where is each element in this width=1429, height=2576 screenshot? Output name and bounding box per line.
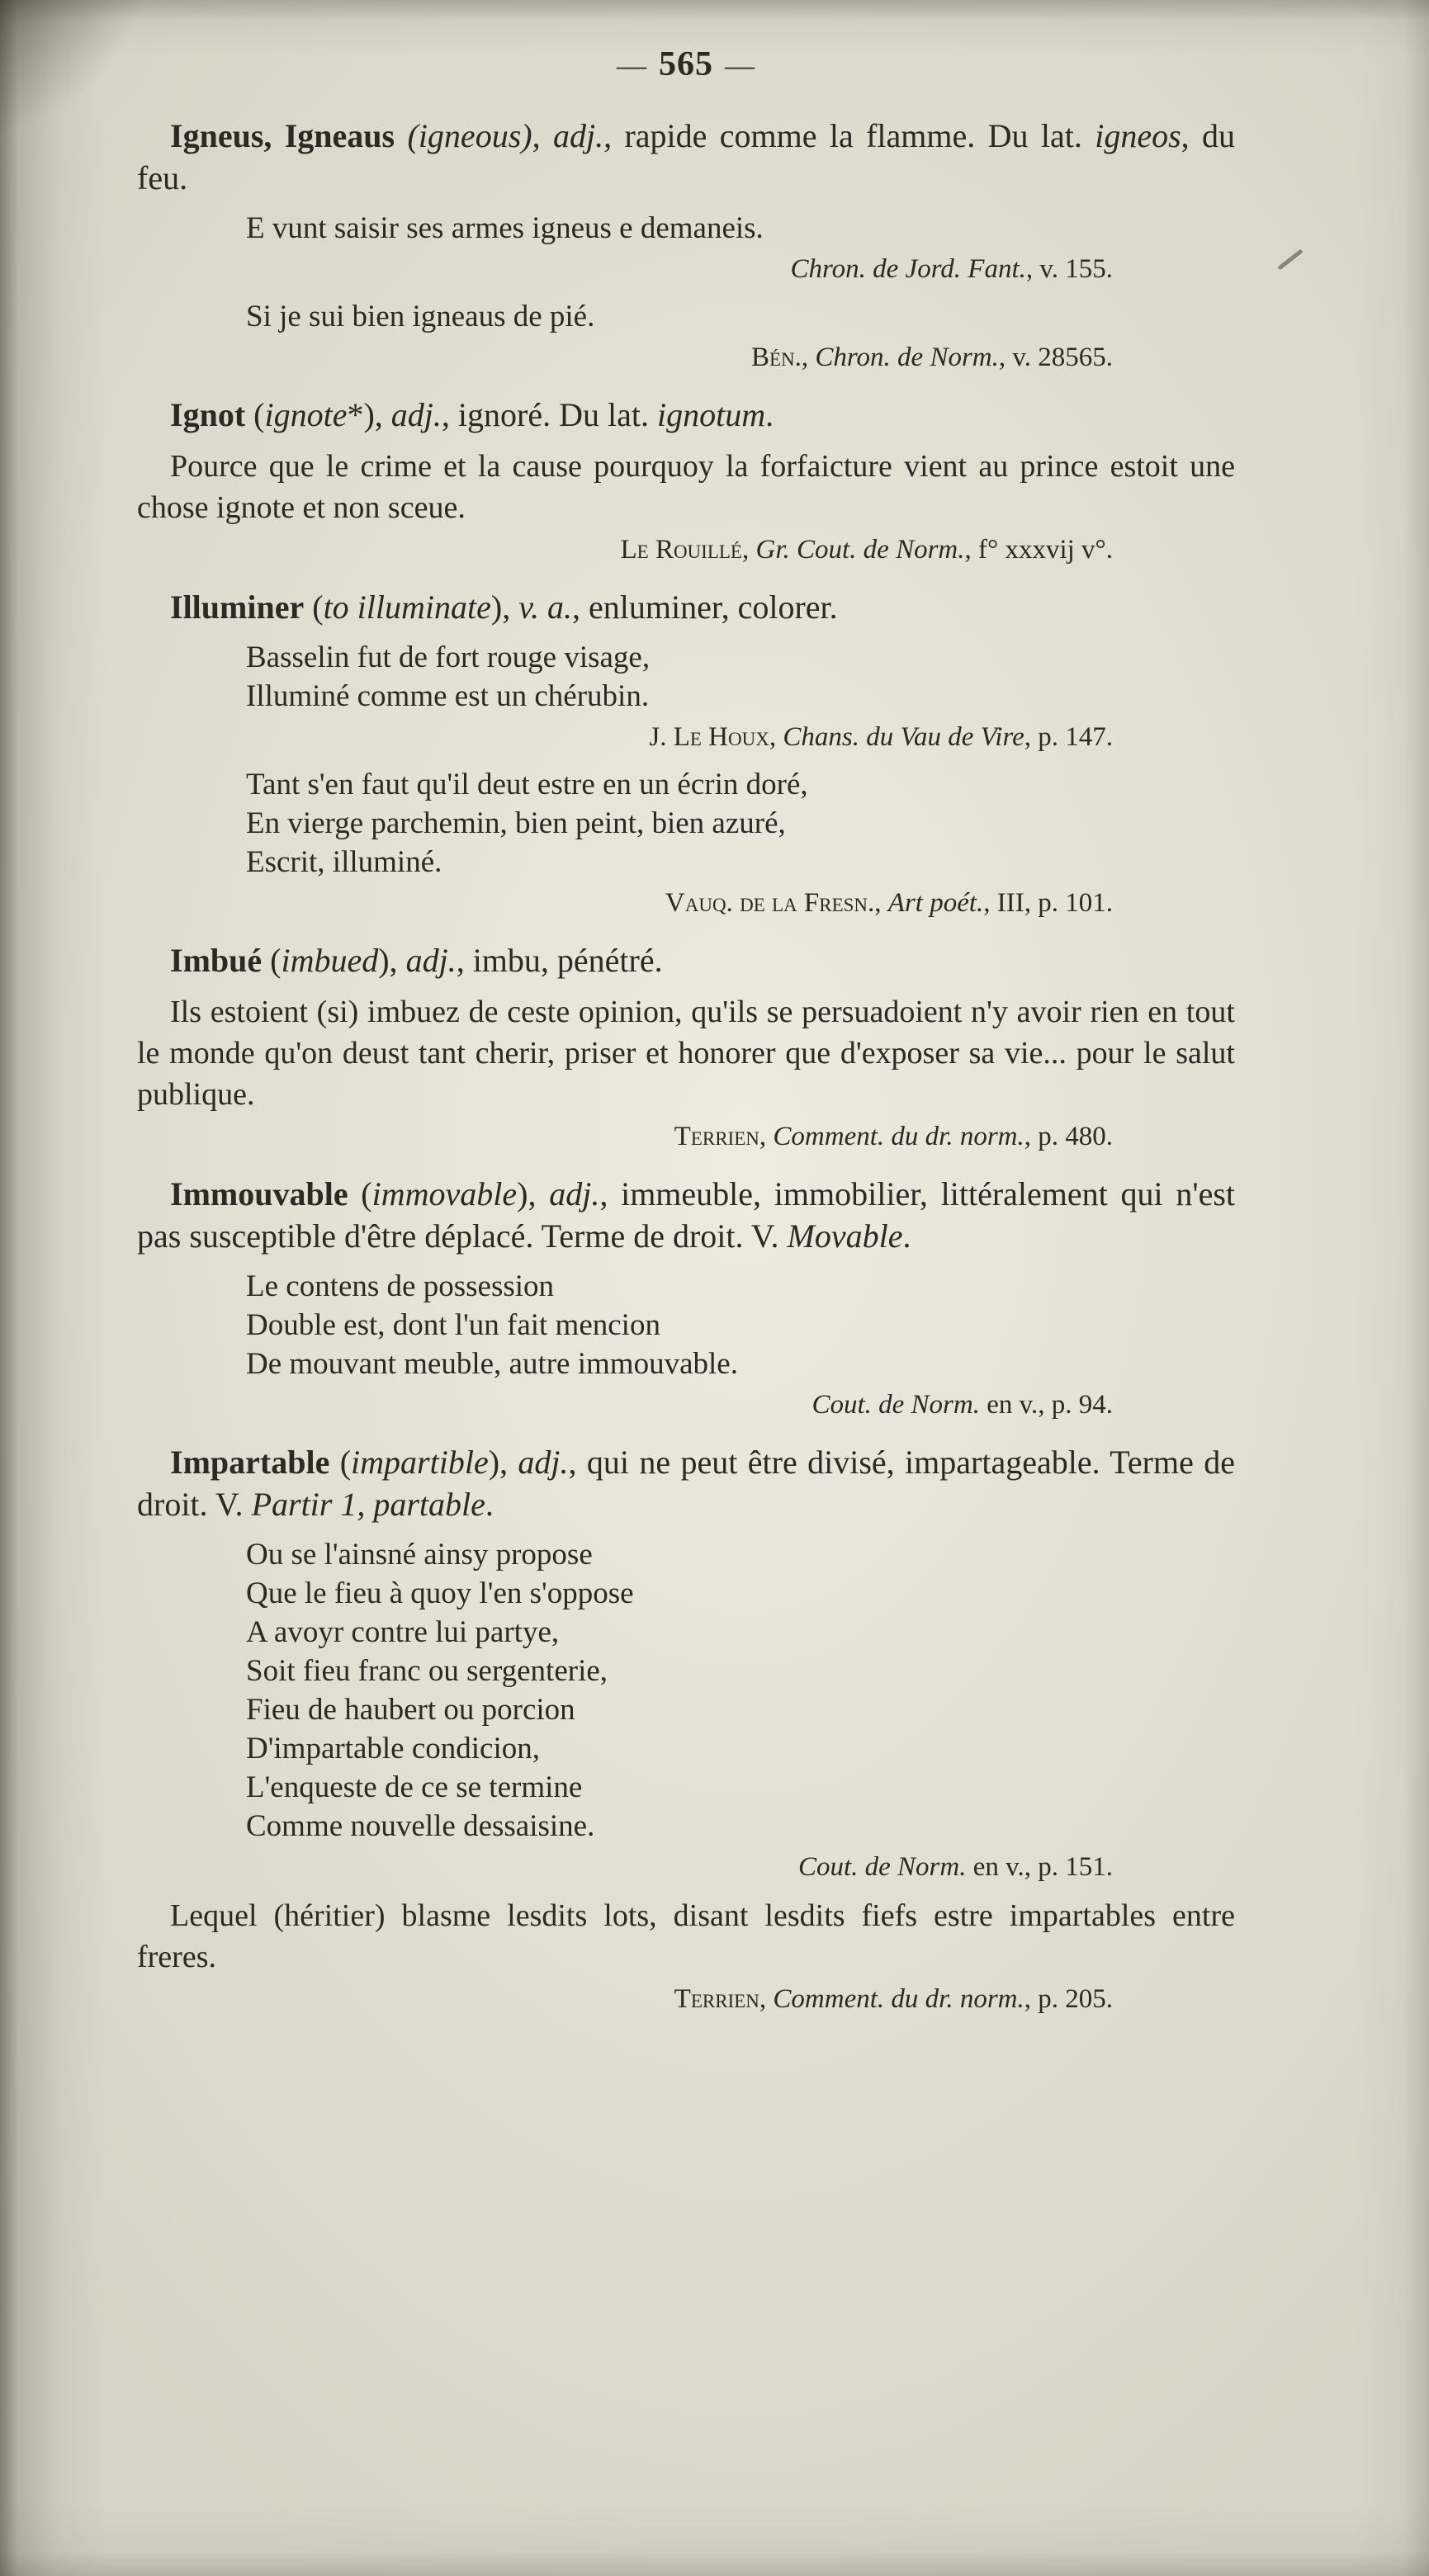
text-block	[137, 45, 1235, 2035]
text-run: ),	[517, 1175, 550, 1212]
text-run: Ou se l'ainsné ainsy propose	[246, 1538, 593, 1572]
dictionary-entries	[137, 115, 1235, 2016]
quotation-verse	[246, 638, 1235, 716]
source-citation	[137, 533, 1235, 566]
text-run: (	[262, 942, 282, 979]
text-run: , f° xxxvij v°.	[964, 535, 1113, 565]
verse-line	[246, 677, 1235, 716]
text-run: Fieu de haubert ou porcion	[246, 1693, 575, 1727]
text-run: ,	[801, 343, 816, 372]
text-run: En vierge parchemin, bien peint, bien azuré,	[246, 806, 786, 840]
text-run: , enluminer, colorer.	[572, 588, 838, 626]
text-run: Illuminé comme est un chérubin.	[246, 679, 650, 713]
entry-definition	[137, 1173, 1235, 1257]
text-run: J.	[649, 722, 674, 752]
text-run: igneos	[1095, 117, 1181, 154]
text-run: , v. 155.	[1025, 254, 1113, 284]
entry-impartable	[137, 1441, 1235, 2016]
text-run: imbued	[281, 942, 379, 979]
text-run: Igneus, Igneaus	[170, 117, 408, 154]
text-run: Terrien	[674, 1122, 759, 1151]
text-run: Double est, dont l'un fait mencion	[246, 1308, 660, 1342]
verse-line	[246, 1729, 1235, 1768]
verse-line	[246, 1535, 1235, 1574]
text-run: Le contens de possession	[246, 1269, 555, 1303]
entry-igneus	[137, 115, 1235, 374]
verse-line	[246, 638, 1235, 677]
entry-ignot	[137, 394, 1235, 566]
text-run: , qui ne peut être divisé, impartageable. Terme de droit. V.	[137, 1444, 1235, 1523]
source-citation	[137, 1850, 1235, 1884]
text-run: Tant s'en faut qu'il deut estre en un écrin doré,	[246, 768, 808, 801]
quotation-verse	[246, 1267, 1235, 1383]
text-run: .	[485, 1486, 494, 1523]
quotation-verse	[246, 765, 1235, 882]
text-run: en v., p. 151.	[966, 1852, 1113, 1882]
text-run: Bén.	[751, 343, 802, 372]
quotation-prose	[137, 446, 1235, 528]
text-run: De mouvant meuble, autre immouvable.	[246, 1347, 738, 1381]
verse-line	[246, 1345, 1235, 1383]
page-number-header	[137, 45, 1235, 85]
text-run: , p. 205.	[1024, 1984, 1113, 2014]
source-citation	[137, 1388, 1235, 1421]
text-run: , p. 480.	[1024, 1122, 1113, 1151]
text-run: ignotum	[656, 396, 766, 433]
text-run: immovable	[371, 1175, 518, 1212]
verse-line	[246, 297, 1235, 336]
text-run: .	[902, 1217, 911, 1255]
text-run: Terrien	[674, 1984, 759, 2014]
text-run: Pource que le crime et la cause pourquoy la forfaicture vient au prince estoit une chose ignote et non sceue.	[137, 449, 1235, 525]
text-run: ignote	[264, 396, 348, 433]
text-run: Que le fieu à quoy l'en s'oppose	[246, 1576, 634, 1610]
text-run: *),	[347, 396, 391, 433]
text-run: Chron. de Jord. Fant.	[790, 254, 1026, 284]
text-run: ),	[378, 942, 406, 979]
verse-line	[246, 1306, 1235, 1345]
verse-line	[246, 209, 1235, 248]
entry-definition	[137, 586, 1235, 628]
entry-definition	[137, 939, 1235, 981]
text-run: Illuminer	[170, 588, 305, 626]
text-run: .	[765, 396, 774, 433]
source-citation	[137, 721, 1235, 754]
text-run: E vunt saisir ses armes igneus e demaneis.	[246, 211, 764, 245]
text-run: ),	[488, 1444, 518, 1481]
text-run: Ignot	[170, 396, 246, 433]
text-run: Chron. de Norm.	[815, 343, 999, 372]
text-run: Cout. de Norm.	[812, 1390, 980, 1420]
text-run: Vauq. de la Fresn.	[665, 888, 875, 918]
text-run: Le Rouillé	[620, 535, 742, 565]
text-run: Si je sui bien igneaus de pié.	[246, 300, 595, 333]
text-run: (igneous)	[407, 117, 532, 154]
text-run: Ils estoient (si) imbuez de ceste opinion, qu'ils se persuadoient n'y avoir rien en tout le monde qu'on deust tant cherir, priser et honorer que d'exposer sa vie... pour le salut publique.	[137, 995, 1235, 1112]
text-run: Gr. Cout. de Norm.	[755, 535, 965, 565]
verse-line	[246, 1267, 1235, 1306]
text-run: Cout. de Norm.	[797, 1852, 967, 1882]
text-run: adj.	[390, 396, 442, 433]
text-run: adj.	[552, 117, 604, 154]
text-run: (	[304, 588, 324, 626]
text-run: Chans. du Vau de Vire	[783, 722, 1024, 752]
text-run: D'impartable condicion,	[246, 1732, 540, 1765]
text-run: Comme nouvelle dessaisine.	[246, 1809, 595, 1843]
text-run: (	[348, 1175, 372, 1212]
text-run: , rapide comme la flamme. Du lat.	[603, 117, 1095, 154]
quotation-prose	[137, 991, 1235, 1115]
text-run: (	[245, 396, 265, 433]
verse-line	[246, 1652, 1235, 1690]
source-citation	[137, 253, 1235, 286]
verse-line	[246, 1690, 1235, 1729]
header-right-dash: —	[725, 49, 755, 82]
text-run: ),	[490, 588, 519, 626]
text-run: Imbué	[170, 942, 263, 979]
text-run: , v. 28565.	[998, 343, 1113, 372]
text-run: ,	[769, 722, 783, 752]
quotation-verse	[246, 297, 1235, 336]
text-run: L'enqueste de ce se termine	[246, 1770, 583, 1804]
verse-line	[246, 765, 1235, 804]
page-number: 565	[659, 45, 713, 83]
verse-line	[246, 1807, 1235, 1846]
verse-line	[246, 804, 1235, 843]
text-run: Immouvable	[170, 1175, 348, 1212]
text-run: Partir 1, partable	[251, 1486, 485, 1523]
text-run: (	[329, 1444, 352, 1481]
text-run: Basselin fut de fort rouge visage,	[246, 640, 651, 674]
text-run: Impartable	[170, 1444, 330, 1481]
text-run: ,	[874, 888, 888, 918]
entry-definition	[137, 394, 1235, 436]
margin-ink-mark	[1277, 248, 1303, 270]
text-run: ,	[759, 1122, 774, 1151]
text-run: adj.	[518, 1444, 569, 1481]
text-run: ,	[759, 1984, 774, 2014]
entry-definition	[137, 115, 1235, 199]
source-citation	[137, 1120, 1235, 1153]
entry-immouvable	[137, 1173, 1235, 1421]
text-run: , imbu, pénétré.	[456, 942, 663, 979]
text-run: Movable	[787, 1217, 903, 1255]
text-run: ,	[532, 117, 553, 154]
quotation-verse	[246, 1535, 1235, 1846]
text-run: , ignoré. Du lat.	[441, 396, 657, 433]
text-run: Soit fieu franc ou sergenterie,	[246, 1654, 608, 1688]
text-run: Comment. du dr. norm.	[773, 1122, 1024, 1151]
text-run: A avoyr contre lui partye,	[246, 1615, 560, 1649]
source-citation	[137, 341, 1235, 374]
verse-line	[246, 843, 1235, 882]
text-run: adj.	[549, 1175, 600, 1212]
text-run: , du feu.	[137, 117, 1236, 196]
quotation-verse	[246, 209, 1235, 248]
text-run: Le Houx	[673, 722, 769, 752]
verse-line	[246, 1574, 1235, 1613]
header-left-dash: —	[617, 49, 647, 82]
entry-definition	[137, 1441, 1235, 1525]
text-run: Comment. du dr. norm.	[773, 1984, 1024, 2014]
entry-illuminer	[137, 586, 1235, 919]
text-run: impartible	[351, 1444, 489, 1481]
text-run: , immeuble, immobilier, littéralement qui n'est pas susceptible d'être déplacé. Terme de droit. V.	[137, 1175, 1236, 1255]
verse-line	[246, 1768, 1235, 1807]
source-citation	[137, 1983, 1235, 2016]
text-run: Lequel (héritier) blasme lesdits lots, disant lesdits fiefs estre impartables entre freres.	[137, 1898, 1235, 1974]
text-run: Escrit, illuminé.	[246, 845, 442, 879]
text-run: , III, p. 101.	[983, 888, 1113, 918]
verse-line	[246, 1613, 1235, 1652]
text-run: v. a.	[518, 588, 573, 626]
text-run: ,	[741, 535, 756, 565]
source-citation	[137, 886, 1235, 919]
text-run: adj.	[405, 942, 457, 979]
text-run: Art poét.	[887, 888, 984, 918]
text-run: en v., p. 94.	[979, 1390, 1113, 1420]
entry-imbue	[137, 939, 1235, 1153]
text-run: , p. 147.	[1024, 722, 1113, 752]
text-run: to illuminate	[323, 588, 491, 626]
quotation-prose	[137, 1895, 1235, 1978]
